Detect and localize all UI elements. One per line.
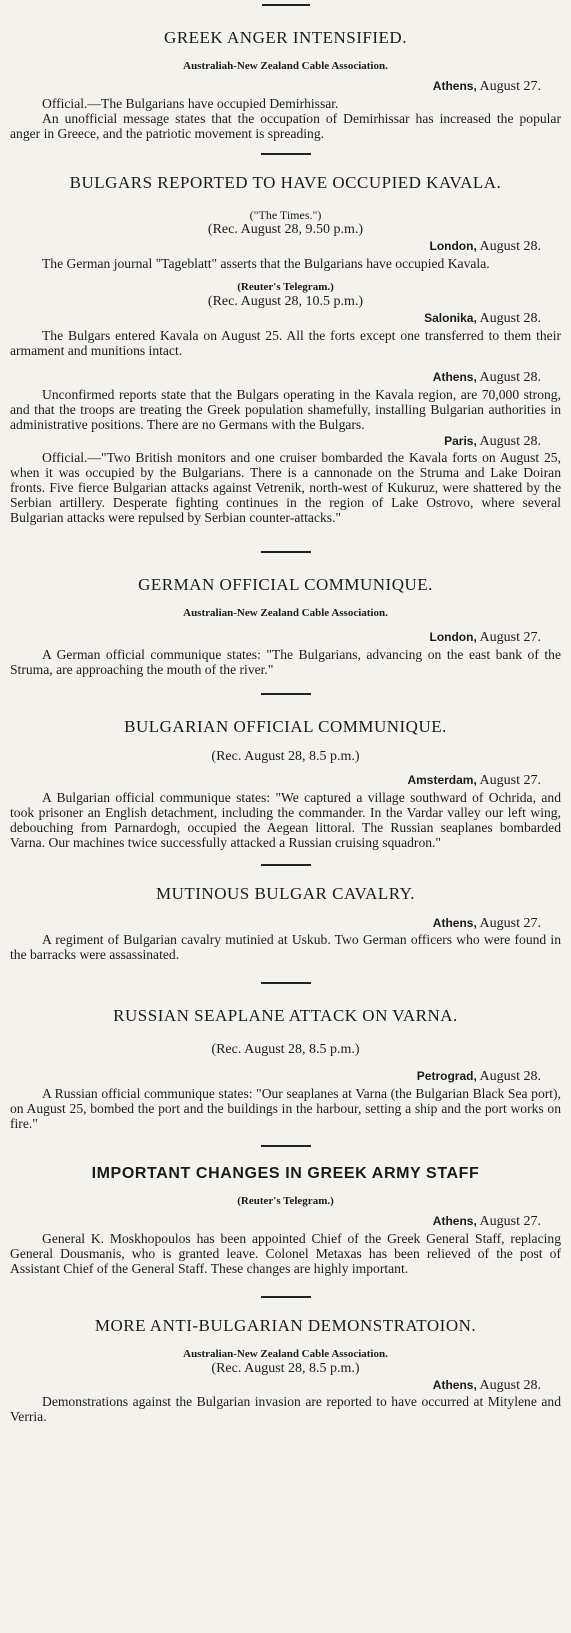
received-line: (Rec. August 28, 10.5 p.m.) [207, 294, 364, 310]
paragraph: General K. Moskhopoulos has been appointed Chief of the Greek General Staff, replacing General Dousmanis, who is granted leave. Colonel Metaxas has been relieved of the post of Assistant Chief of the General Staff. These changes are highly important. [10, 1230, 561, 1276]
dateline-date: August 28. [479, 1068, 541, 1084]
paragraph: A German official communique states: "The Bulgarians, advancing on the east bank of the Struma, are approaching the mouth of the river." [10, 646, 561, 677]
section-rule [261, 982, 311, 984]
headline: MUTINOUS BULGAR CAVALRY. [155, 884, 416, 904]
paragraph: Official.—The Bulgarians have occupied Demirhissar. [42, 95, 339, 111]
dateline [10, 434, 561, 451]
headline: MORE ANTI-BULGARIAN DEMONSTRATOION. [94, 1315, 477, 1335]
dateline-place: Athens, [432, 78, 477, 93]
dateline [10, 370, 561, 387]
dateline-place: London, [429, 630, 477, 645]
paragraph: A regiment of Bulgarian cavalry mutinied at Uskub. Two German officers who were found in the barracks were assassinated. [10, 932, 561, 963]
headline: BULGARS REPORTED TO HAVE OCCUPIED KAVALA. [69, 172, 502, 192]
dateline-date: August 27. [479, 1214, 541, 1230]
source-line: ("The Times.") [249, 208, 322, 223]
dateline [10, 79, 561, 96]
article-varna-attack [10, 1006, 561, 1130]
agency-line: Australian-New Zealand Cable Association. [183, 1347, 388, 1360]
dateline-place: Paris, [444, 433, 477, 448]
article-mutinous-cavalry [10, 884, 561, 962]
top-rule [262, 4, 310, 6]
dateline-place: Athens, [432, 1214, 477, 1229]
article-demonstration [10, 1316, 561, 1424]
dateline-date: August 28. [479, 369, 541, 385]
article-greek-anger [10, 28, 561, 141]
received-line: (Rec. August 28, 8.5 p.m.) [211, 748, 360, 764]
dateline [10, 239, 561, 256]
dateline [10, 1069, 561, 1086]
dateline-date: August 27. [479, 773, 541, 789]
section-rule [261, 693, 311, 695]
dateline-place: Athens, [432, 1377, 477, 1392]
dateline-place: Athens, [432, 915, 477, 930]
dateline-place: Salonika, [424, 311, 477, 326]
dateline-date: August 28. [479, 239, 541, 255]
dateline-place: Petrograd, [416, 1068, 477, 1083]
article-german-communique [10, 575, 561, 677]
dateline-date: August 27. [479, 78, 541, 94]
paragraph: An unofficial message states that the occupation of Demirhissar has increased the popular anger in Greece, and the patriotic movement is spreading. [10, 110, 561, 141]
section-rule [261, 1296, 311, 1298]
paragraph: The Bulgars entered Kavala on August 25. All the forts except one transferred to them their armament and munitions intact. [10, 327, 561, 358]
headline: BULGARIAN OFFICIAL COMMUNIQUE. [124, 716, 447, 736]
section-rule [261, 1145, 311, 1147]
paragraph: Demonstrations against the Bulgarian invasion are reported to have occurred at Mitylene and Verria. [10, 1394, 561, 1425]
dateline-place: London, [429, 239, 477, 254]
source-line: (Reuter's Telegram.) [237, 281, 334, 294]
received-line: (Rec. August 28, 8.5 p.m.) [211, 1360, 360, 1376]
headline: IMPORTANT CHANGES IN GREEK ARMY STAFF [91, 1164, 480, 1182]
received-line: (Rec. August 28, 9.50 p.m.) [207, 222, 364, 238]
section-rule [261, 864, 311, 866]
paragraph: A Russian official communique states: "Our seaplanes at Varna (the Bulgarian Black Sea port), on August 25, bombed the port and the buildings in the harbour, setting a ship and the port works on fire." [10, 1085, 561, 1131]
article-greek-army-staff [10, 1165, 561, 1276]
section-rule [261, 153, 311, 155]
newspaper-page [0, 4, 571, 1633]
dateline [10, 773, 561, 790]
headline: RUSSIAN SEAPLANE ATTACK ON VARNA. [113, 1006, 458, 1026]
dateline [10, 916, 561, 933]
agency-line: Australiah-New Zealand Cable Association. [183, 59, 388, 72]
dateline [10, 1214, 561, 1231]
agency-line: (Reuter's Telegram.) [237, 1194, 334, 1207]
dateline-date: August 28. [479, 1377, 541, 1393]
dateline [10, 630, 561, 647]
dateline-date: August 27. [479, 630, 541, 646]
agency-line: Australian-New Zealand Cable Association. [183, 606, 388, 619]
dateline [10, 311, 561, 328]
paragraph: A Bulgarian official communique states: "We captured a village southward of Ochrida, and took prisoner an English detachment, including the commander. In the Vardar valley our left wing, debouching from Parnardogh, occupied the Aegean littoral. The Russian seaplanes bombarded Varna. Our machines twice successfully attacked a Russian cruising squadron." [10, 790, 561, 851]
dateline-place: Athens, [432, 369, 477, 384]
headline: GREEK ANGER INTENSIFIED. [164, 28, 407, 47]
paragraph: The German journal "Tageblatt" asserts that the Bulgarians have occupied Kavala. [42, 256, 490, 272]
dateline-date: August 27. [479, 915, 541, 931]
paragraph: Official.—"Two British monitors and one cruiser bombarded the Kavala forts on August 25, when it was occupied by the Bulgarians. There is a cannonade on the Struma and Lake Doiran fronts. Five fierce Bulgarian attacks against Vetrenik, north-west of Kukuruz, were shattered by the Serbian artillery. Desperate fighting continues in the region of Lake Ostrovo, where several Bulgarian attacks were repulsed by Serbian counter-attacks." [10, 450, 561, 526]
dateline-date: August 28. [479, 311, 541, 327]
paragraph: Unconfirmed reports state that the Bulgars operating in the Kavala region, are 70,000 strong, and that the troops are treating the Greek population shamefully, installing Bulgarian authorities in administrative positions. There are no Germans with the Bulgars. [10, 386, 561, 432]
dateline-place: Amsterdam, [407, 773, 477, 788]
received-line: (Rec. August 28, 8.5 p.m.) [211, 1042, 360, 1057]
article-bulgarian-communique [10, 717, 561, 850]
dateline-date: August 28. [479, 433, 541, 449]
dateline [10, 1378, 561, 1395]
section-rule [261, 551, 311, 553]
headline: GERMAN OFFICIAL COMMUNIQUE. [138, 575, 433, 595]
article-kavala [10, 173, 561, 526]
